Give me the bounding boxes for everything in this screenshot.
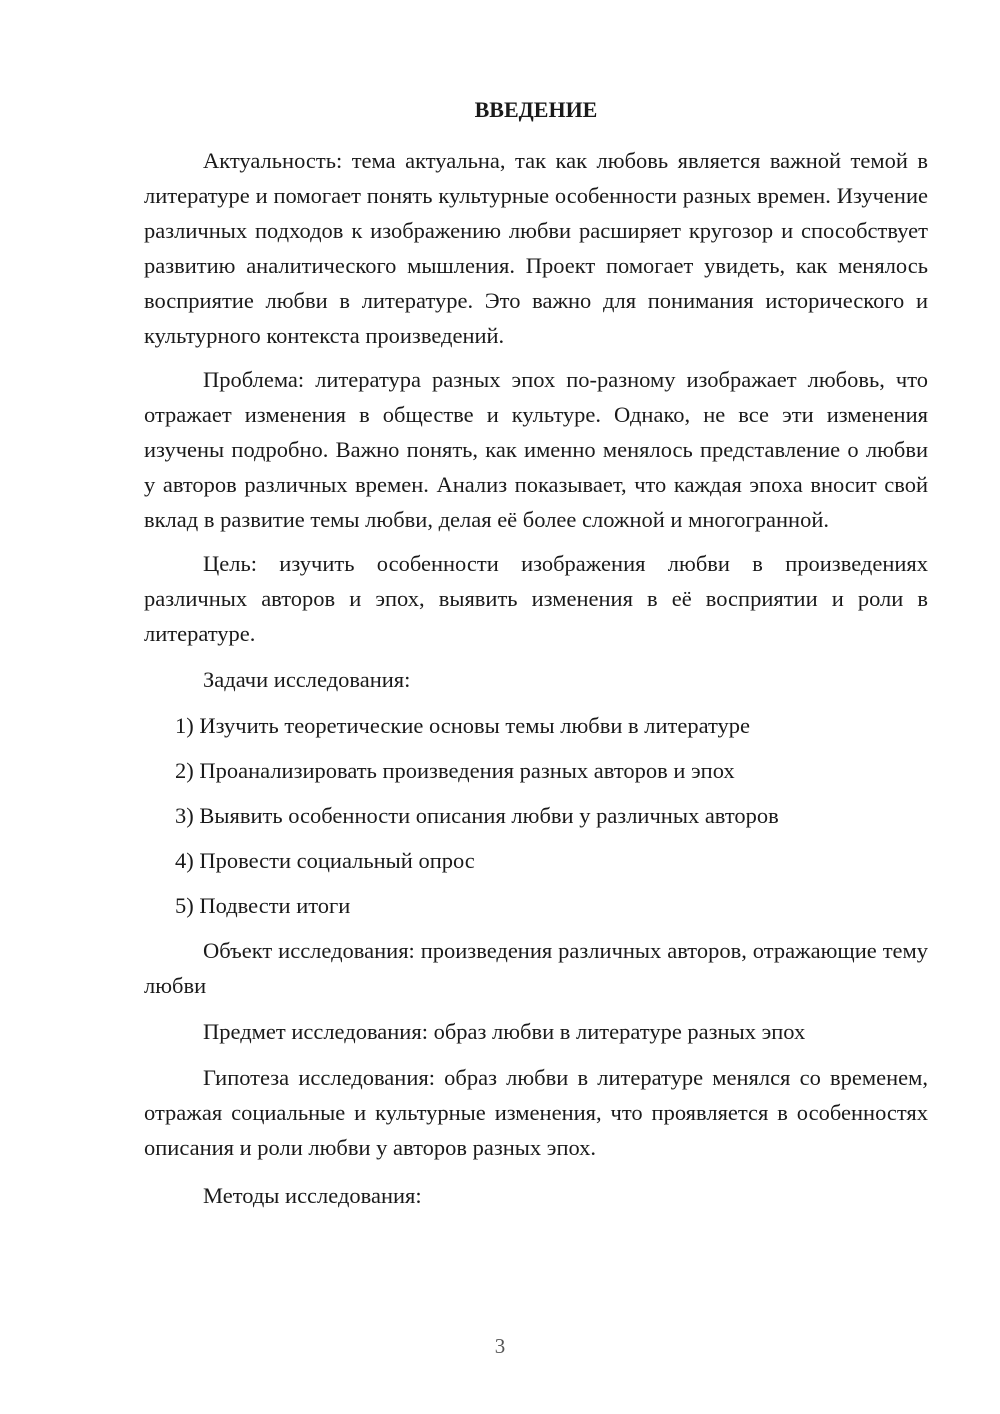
object-paragraph: Объект исследования: произведения различных авторов, отражающие тему любви bbox=[144, 938, 928, 998]
methods-heading: Методы исследования: bbox=[203, 1183, 422, 1208]
tasks-list bbox=[144, 708, 928, 923]
list-item: 3) Выявить особенности описания любви у различных авторов bbox=[175, 803, 779, 828]
relevance-paragraph: Актуальность: тема актуальна, так как любовь является важной темой в литературе и помогает понять культурные особенности разных времен. Изучение различных подходов к изображению любви расширяет кругозор и способствует развитию аналитического мышления. Проект помогает увидеть, как менялось восприятие любви в литературе. Это важно для понимания исторического и культурного контекста произведений. bbox=[144, 148, 928, 348]
list-item: 1) Изучить теоретические основы темы любви в литературе bbox=[175, 713, 751, 738]
list-item: 5) Подвести итоги bbox=[175, 893, 351, 918]
tasks-heading: Задачи исследования: bbox=[203, 667, 411, 692]
section-title: ВВЕДЕНИЕ bbox=[474, 97, 598, 122]
goal-paragraph: Цель: изучить особенности изображения любви в произведениях различных авторов и эпох, выявить изменения в её восприятии и роли в литературе. bbox=[144, 551, 928, 646]
document-page bbox=[144, 94, 928, 1222]
subject-paragraph: Предмет исследования: образ любви в литературе разных эпох bbox=[203, 1019, 806, 1044]
list-item: 2) Проанализировать произведения разных авторов и эпох bbox=[175, 758, 735, 783]
hypothesis-paragraph: Гипотеза исследования: образ любви в литературе менялся со временем, отражая социальные и культурные изменения, что проявляется в особенностях описания и роли любви у авторов разных эпох. bbox=[144, 1065, 928, 1160]
page-number: 3 bbox=[494, 1334, 506, 1358]
problem-paragraph: Проблема: литература разных эпох по-разному изображает любовь, что отражает изменения в обществе и культуре. Однако, не все эти изменения изучены подробно. Важно понять, как именно менялось представление о любви у авторов различных времен. Анализ показывает, что каждая эпоха вносит свой вклад в развитие темы любви, делая её более сложной и многогранной. bbox=[144, 367, 928, 532]
list-item: 4) Провести социальный опрос bbox=[175, 848, 475, 873]
